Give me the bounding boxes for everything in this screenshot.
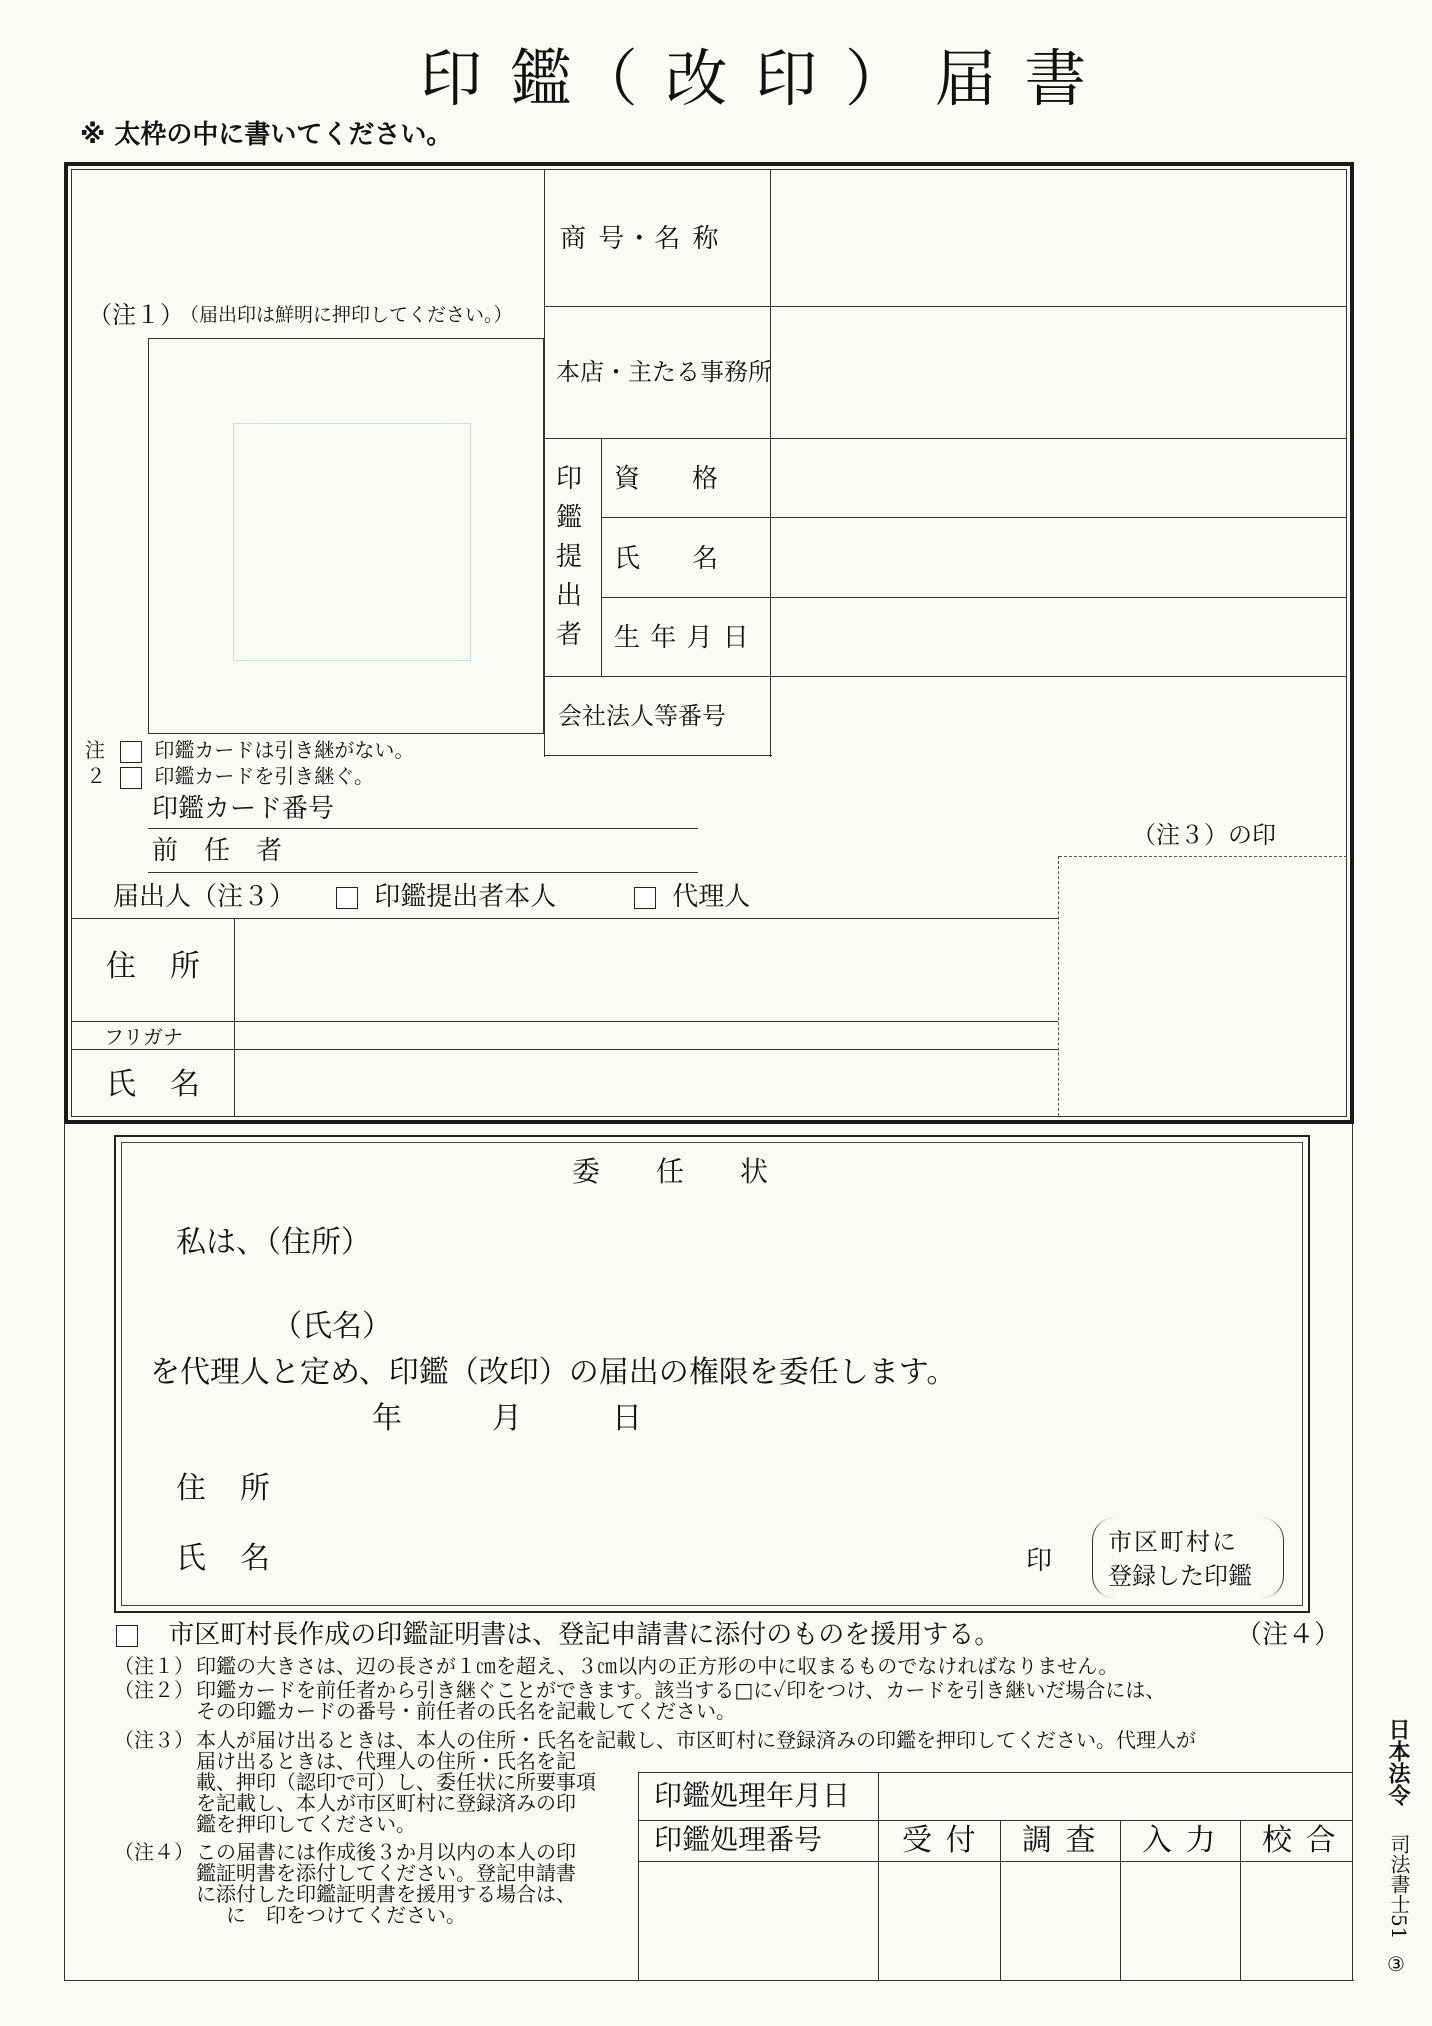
publisher-circled: ③ (1387, 1952, 1405, 1976)
poa-principal-name-label: 氏 名 (176, 1541, 272, 1576)
poa-body: を代理人と定め、印鑑（改印）の届出の権限を委任します。 (150, 1355, 957, 1390)
company-label-border (770, 170, 771, 757)
poa-title: 委 任 状 (572, 1155, 769, 1188)
note-label: （注１） (114, 1654, 194, 1678)
poa-principal-name-field[interactable] (290, 1538, 1010, 1582)
proc-vline-2 (1000, 1820, 1001, 1980)
form-title: 印 鑑（ 改 印 ） 届 書 (420, 42, 1091, 115)
applicant-option-agent[interactable] (634, 884, 750, 910)
trade-name-field[interactable] (774, 172, 1344, 304)
lower-right-border (1352, 1124, 1353, 1980)
certificate-note-ref: （注４） (1236, 1620, 1341, 1650)
predecessor-field[interactable] (148, 872, 698, 873)
poa-date: 年 月 日 (372, 1401, 642, 1436)
note-line: この届書には作成後３か月以内の本人の印 (196, 1840, 576, 1864)
row-line-4 (601, 597, 1346, 598)
registered-seal-line1: 市区町村に (1108, 1528, 1238, 1556)
certificate-text: 市区町村長作成の印鑑証明書は、登記申請書に添付のものを援用する。 (168, 1620, 1001, 1650)
note-label: （注３） (114, 1728, 194, 1752)
note3-seal-top (1059, 856, 1347, 857)
note-line: 印鑑の大きさは、辺の長さが１㎝を超え、３㎝以内の正方形の中に収まるものでなければなりません。 (196, 1654, 1119, 1678)
seal-size-guide (233, 423, 471, 661)
applicant-address-field[interactable] (238, 920, 1056, 1019)
corp-number-label: 会社法人等番号 (558, 702, 726, 730)
note3-seal-label: （注３）の印 (1132, 821, 1276, 849)
form-instruction: ※ 太枠の中に書いてください。 (80, 120, 453, 150)
poa-address-line: 私は、（住所） (176, 1225, 371, 1260)
row-line-6 (544, 755, 772, 756)
note2-label-top: 注 (85, 738, 105, 762)
certificate-option[interactable] (116, 1622, 1000, 1648)
note2-label-bottom: ２ (86, 764, 106, 788)
applicant-top-line (72, 918, 1058, 919)
note3-seal-box[interactable] (1060, 858, 1346, 1116)
applicant-label: 届出人（注３） (113, 882, 296, 912)
registered-seal-line2: 登録した印鑑 (1108, 1562, 1252, 1590)
applicant-self-label: 印鑑提出者本人 (374, 882, 557, 912)
proc-vline-4 (1240, 1820, 1241, 1980)
applicant-name-label: 氏 名 (106, 1067, 202, 1102)
furigana-label: フリガナ (104, 1025, 183, 1049)
proc-input-field[interactable] (1122, 1863, 1238, 1978)
lower-bottom-border (64, 1980, 1354, 1981)
note-line: に 印をつけてください。 (226, 1903, 466, 1927)
company-left-border (544, 170, 545, 757)
proc-col-receipt: 受 付 (902, 1823, 978, 1858)
note-line: 鑑を押印してください。 (196, 1812, 416, 1836)
poa-name-line: （氏名） (272, 1309, 392, 1344)
card-option-1-checkbox[interactable] (120, 741, 142, 763)
proc-col-verify: 校 合 (1262, 1823, 1338, 1858)
note-line: 鑑証明書を添付してください。登記申請書 (196, 1861, 576, 1885)
proc-receipt-field[interactable] (882, 1863, 998, 1978)
proc-line-2 (638, 1861, 1352, 1862)
note-line: 印鑑カードを前任者から引き継ぐことができます。該当する□に✓印をつけ、カードを引き継いだ場合には、 (196, 1678, 1166, 1702)
publisher-code: 司法書士51 (1387, 1834, 1411, 1940)
note-label: （注２） (114, 1678, 194, 1702)
card-option-2[interactable] (120, 766, 374, 789)
proc-date-field[interactable] (882, 1774, 1350, 1818)
certificate-checkbox[interactable] (116, 1625, 138, 1647)
card-option-2-checkbox[interactable] (120, 767, 142, 789)
note-line: 届け出るときは、代理人の住所・氏名を記 (196, 1749, 576, 1773)
note1-text: （届出印は鮮明に押印してください。） (180, 304, 513, 326)
applicant-name-field[interactable] (238, 1051, 1056, 1115)
row-line-3 (601, 517, 1346, 518)
submitter-char: 出 (556, 581, 583, 611)
birthdate-label: 生 年 月 日 (614, 623, 750, 653)
submitter-name-label: 氏 名 (614, 544, 719, 574)
note-line: を記載し、本人が市区町村に登録済みの印 (196, 1791, 576, 1815)
poa-principal-address-field[interactable] (290, 1468, 1190, 1512)
card-number-label: 印鑑カード番号 (152, 794, 335, 824)
card-option-2-label: 印鑑カードを引き継ぐ。 (154, 764, 374, 788)
applicant-agent-label: 代理人 (672, 882, 751, 912)
head-office-label: 本店・主たる事務所 (556, 358, 772, 386)
publisher-name: 日本法令 (1385, 1718, 1410, 1806)
card-option-1-label: 印鑑カードは引き継がない。 (154, 738, 415, 762)
lower-left-border (64, 1124, 65, 1980)
proc-line-1 (638, 1820, 1352, 1821)
submitter-char: 印 (556, 464, 583, 494)
poa-agent-address-field[interactable] (370, 1222, 1270, 1266)
submitter-char: 提 (556, 542, 583, 572)
submitter-char: 者 (556, 620, 583, 650)
address-bottom-line (72, 1021, 1058, 1022)
poa-agent-name-field[interactable] (390, 1306, 1270, 1350)
applicant-furigana-field[interactable] (238, 1023, 1056, 1047)
applicant-address-label: 住 所 (106, 949, 202, 984)
qualification-label: 資 格 (614, 464, 719, 494)
proc-vline-1 (878, 1772, 879, 1980)
card-option-1[interactable] (120, 740, 414, 763)
applicant-option-self[interactable] (336, 884, 556, 910)
trade-name-label: 商 号・名 称 (560, 224, 721, 254)
note-label: （注４） (114, 1840, 194, 1864)
card-number-field[interactable] (148, 828, 698, 829)
submitter-group-label (556, 460, 590, 655)
submitter-group-border (601, 438, 602, 676)
applicant-agent-checkbox[interactable] (634, 887, 656, 909)
proc-date-label: 印鑑処理年月日 (654, 1779, 851, 1812)
proc-col-input: 入 力 (1142, 1823, 1218, 1858)
proc-verify-field[interactable] (1242, 1863, 1350, 1978)
note-line: 本人が届け出るときは、本人の住所・氏名を記載し、市区町村に登録済みの印鑑を押印してください。代理人が (196, 1728, 1196, 1752)
birthdate-field[interactable] (774, 599, 1344, 674)
poa-principal-address-label: 住 所 (176, 1471, 272, 1506)
submitter-name-field[interactable] (774, 519, 1344, 595)
applicant-label-border (234, 918, 235, 1116)
applicant-self-checkbox[interactable] (336, 887, 358, 909)
poa-seal-mark: 印 (1026, 1546, 1053, 1576)
proc-vline-3 (1120, 1820, 1121, 1980)
predecessor-label: 前 任 者 (152, 836, 283, 866)
furigana-bottom-line (72, 1049, 1058, 1050)
note-line: に添付した印鑑証明書を援用する場合は、 (196, 1882, 576, 1906)
note3-seal-left (1058, 856, 1059, 1116)
head-office-field[interactable] (774, 308, 1344, 436)
row-line-1 (544, 306, 1346, 307)
row-line-2 (544, 438, 1346, 439)
note-line: その印鑑カードの番号・前任者の氏名を記載してください。 (196, 1699, 736, 1723)
row-line-5 (544, 676, 1346, 677)
proc-col-check: 調 査 (1022, 1823, 1098, 1858)
qualification-field[interactable] (774, 440, 1344, 515)
note-line: 載、押印（認印で可）し、委任状に所要事項 (196, 1770, 596, 1794)
proc-number-label: 印鑑処理番号 (654, 1823, 823, 1856)
corp-number-field[interactable] (774, 678, 1346, 754)
submitter-char: 鑑 (556, 503, 583, 533)
proc-check-field[interactable] (1002, 1863, 1118, 1978)
note1-label: （注１） (88, 301, 184, 329)
